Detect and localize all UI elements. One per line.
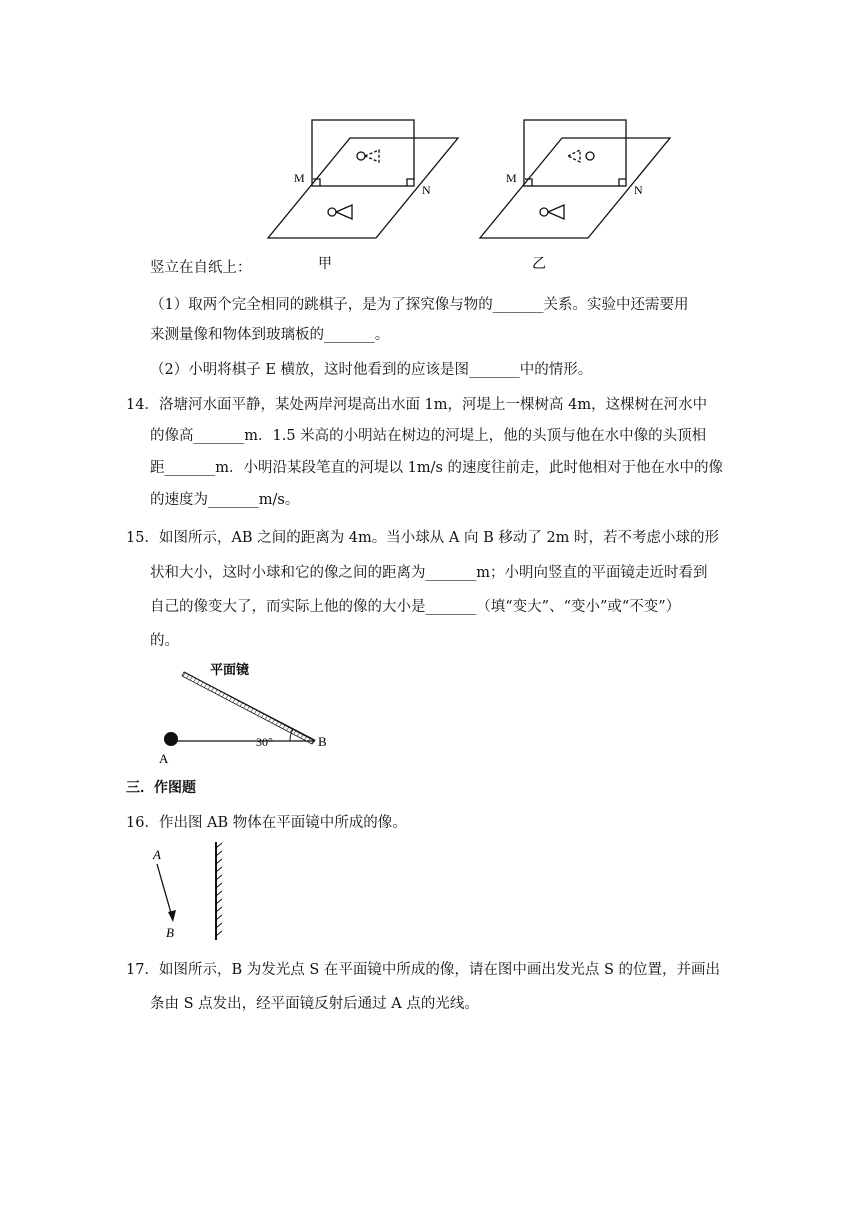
point-b-label: B: [318, 734, 327, 749]
arrow-head: [168, 910, 176, 922]
q13-intro-tail: 竖立在自纸上：: [150, 260, 252, 276]
mirror-label: 平面镜: [210, 663, 250, 678]
q13-figure-jia: [262, 116, 468, 276]
caption-yi: 乙: [532, 256, 546, 272]
point-a-label: A: [153, 847, 161, 862]
plane-mirror: [182, 672, 315, 744]
q14-number: 14．: [126, 397, 159, 413]
small-ball: [164, 732, 178, 746]
q16-number: 16．: [126, 815, 159, 831]
chess-piece-e: [328, 208, 336, 216]
q15-line1: [126, 528, 719, 548]
q13-part1-line1: （1）取两个完全相同的跳棋子，是为了探究像与物的_______关系。实验中还需要用: [150, 297, 689, 313]
q13-part2: （2）小明将棋子 E 横放，这时他看到的应该是图_______中的情形。: [150, 362, 593, 378]
q16-text: 作出图 AB 物体在平面镜中所成的像。: [158, 815, 407, 831]
q13-figure-yi: [474, 116, 680, 276]
caption-jia: 甲: [318, 256, 332, 272]
q15-line4: 的。: [150, 633, 179, 649]
point-b-label: B: [166, 925, 174, 940]
label-m: M: [506, 171, 517, 185]
q15-line3: 自己的像变大了，而实际上他的像的大小是_______（填“变大”、“变小”或“不变”）: [150, 599, 681, 615]
label-n: N: [422, 183, 431, 197]
q14-text-1: 洛塘河水面平静，某处两岸河堤高出水面 1m，河堤上一棵树高 4m，这棵树在河水中: [158, 397, 708, 413]
q15-figure: [150, 660, 340, 768]
q13-part1-line2: 来测量像和物体到玻璃板的_______。: [150, 327, 390, 343]
q14-line1: [126, 395, 707, 415]
label-n: N: [634, 183, 643, 197]
q17-line2: 条由 S 点发出，经平面镜反射后通过 A 点的光线。: [150, 996, 479, 1012]
point-a-label: A: [159, 751, 169, 766]
q15-text-1: 如图所示，AB 之间的距离为 4m。当小球从 A 向 B 移动了 2m 时，若不考虑小球的形: [158, 530, 720, 546]
q16-line: [126, 813, 407, 833]
q15-number: 15．: [126, 530, 159, 546]
angle-label: 30°: [256, 735, 273, 749]
q14-line4: 的速度为_______m/s。: [150, 492, 300, 508]
q15-line2: 状和大小，这时小球和它的像之间的距离为_______m；小明向竖直的平面镜走近时看到: [150, 565, 708, 581]
q17-number: 17．: [126, 962, 159, 978]
label-m: M: [294, 171, 305, 185]
section-heading-drawing: 三．作图题: [126, 780, 196, 796]
q14-line3: 距_______m．小明沿某段笔直的河堤以 1m/s 的速度往前走，此时他相对于他在水中的像: [150, 460, 724, 476]
q17-line1: [126, 960, 720, 980]
q17-text-1: 如图所示，B 为发光点 S 在平面镜中所成的像，请在图中画出发光点 S 的位置，并画出: [158, 962, 721, 978]
chess-piece-e: [540, 208, 548, 216]
q16-figure: [144, 840, 244, 944]
q14-line2: 的像高_______m．1.5 米高的小明站在树边的河堤上，他的头顶与他在水中像的头顶相: [150, 428, 707, 444]
